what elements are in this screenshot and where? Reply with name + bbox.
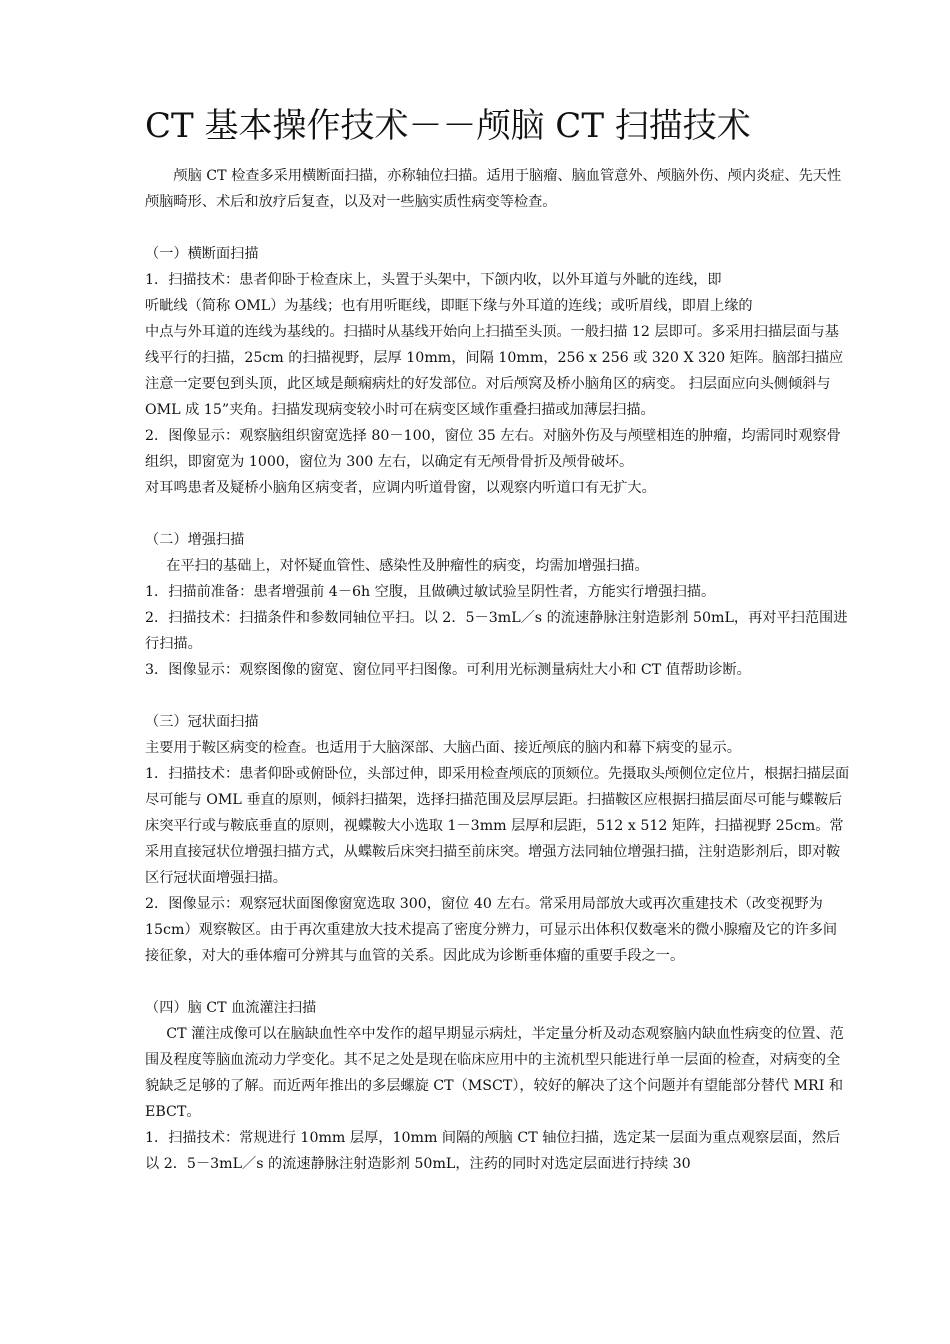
paragraph: 3．图像显示：观察图像的窗宽、窗位同平扫图像。可利用光标测量病灶大小和 CT 值帮助诊断。 — [145, 662, 751, 678]
document-body — [145, 163, 850, 1177]
section-heading-coronal: （三）冠状面扫描 — [145, 714, 259, 730]
paragraph: 对耳鸣患者及疑桥小脑角区病变者，应调内听道骨窗，以观察内听道口有无扩大。 — [145, 480, 656, 496]
paragraph: CT 灌注成像可以在脑缺血性卒中发作的超早期显示病灶，半定量分析及动态观察脑内缺血性病变的位置、范围及程度等脑血流动力学变化。其不足之处是现在临床应用中的主流机型只能进行单一层面的检查，对病变的全貌缺乏足够的了解。而近两年推出的多层螺旋 CT（MSCT），较好的解决了这个问题并有望能部分替代 MRI 和 EBCT。 — [145, 1026, 844, 1120]
intro-paragraph: 颅脑 CT 检查多采用横断面扫描，亦称轴位扫描。适用于脑瘤、脑血管意外、颅脑外伤、颅内炎症、先天性颅脑畸形、术后和放疗后复查，以及对一些脑实质性病变等检查。 — [145, 168, 842, 210]
paragraph: 2．图像显示：观察脑组织窗宽选择 80－100，窗位 35 左右。对脑外伤及与颅壁相连的肿瘤，均需同时观察骨组织，即窗宽为 1000，窗位为 300 左右，以确定有无颅骨骨折及颅骨破坏。 — [145, 428, 841, 470]
paragraph: 2．扫描技术：扫描条件和参数同轴位平扫。以 2．5－3mL／s 的流速静脉注射造影剂 50mL，再对平扫范围进行扫描。 — [145, 610, 848, 652]
section-heading-perfusion: （四）脑 CT 血流灌注扫描 — [145, 1000, 317, 1016]
paragraph: 1．扫描技术：患者仰卧或俯卧位，头部过伸，即采用检查颅底的顶颏位。先摄取头颅侧位定位片，根据扫描层面尽可能与 OML 垂直的原则，倾斜扫描架，选择扫描范围及层厚层距。扫描鞍区应根据扫描层面尽可能与蝶鞍后床突平行或与鞍底垂直的原则，视蝶鞍大小选取 1－3mm 层厚和层距，512 x 512 矩阵，扫描视野 25cm。常采用直接冠状位增强扫描方式，从蝶鞍后床突扫描至前床突。增强方法同轴位增强扫描，注射造影剂后，即对鞍区行冠状面增强扫描。 — [145, 766, 850, 886]
paragraph: 听眦线（简称 OML）为基线；也有用听眶线，即眶下缘与外耳道的连线；或听眉线，即眉上缘的 — [145, 298, 753, 314]
paragraph: 在平扫的基础上，对怀疑血管性、感染性及肿瘤性的病变，均需加增强扫描。 — [166, 558, 649, 574]
paragraph: 1．扫描技术：患者仰卧于检查床上，头置于头架中，下颌内收，以外耳道与外眦的连线，即 — [145, 272, 722, 288]
paragraph: 1．扫描技术：常规进行 10mm 层厚，10mm 间隔的颅脑 CT 轴位扫描，选定某一层面为重点观察层面，然后以 2．5－3mL／s 的流速静脉注射造影剂 50mL，注药的同时对选定层面进行持续 30 — [145, 1130, 841, 1172]
section-heading-enhanced: （二）增强扫描 — [145, 532, 245, 548]
paragraph: 2．图像显示：观察冠状面图像窗宽选取 300，窗位 40 左右。常采用局部放大或再次重建技术（改变视野为 15cm）观察鞍区。由于再次重建放大技术提高了密度分辨力，可显示出体积仅数毫米的微小腺瘤及它的许多间接征象，对大的垂体瘤可分辨其与血管的关系。因此成为诊断垂体瘤的重要手段之一。 — [145, 896, 838, 964]
page-title: CT 基本操作技术－－颅脑 CT 扫描技术 — [145, 106, 751, 146]
paragraph: 1．扫描前准备：患者增强前 4－6h 空腹，且做碘过敏试验呈阴性者，方能实行增强扫描。 — [145, 584, 716, 600]
section-heading-axial: （一）横断面扫描 — [145, 246, 259, 262]
paragraph: 中点与外耳道的连线为基线的。扫描时从基线开始向上扫描至头顶。一般扫描 12 层即可。多采用扫描层面与基线平行的扫描，25cm 的扫描视野，层厚 10mm，间隔 10mm，256 x 256 或 320 X 320 矩阵。脑部扫描应注意一定要包到头顶，此区域是颠痫病灶的好发部位。对后颅窝及桥小脑角区的病变。 扫层面应向头侧倾斜与 OML 成 15”夹角。扫描发现病变较小时可在病变区域作重叠扫描或加薄层扫描。 — [145, 324, 844, 418]
paragraph: 主要用于鞍区病变的检查。也适用于大脑深部、大脑凸面、接近颅底的脑内和幕下病变的显示。 — [145, 740, 741, 756]
